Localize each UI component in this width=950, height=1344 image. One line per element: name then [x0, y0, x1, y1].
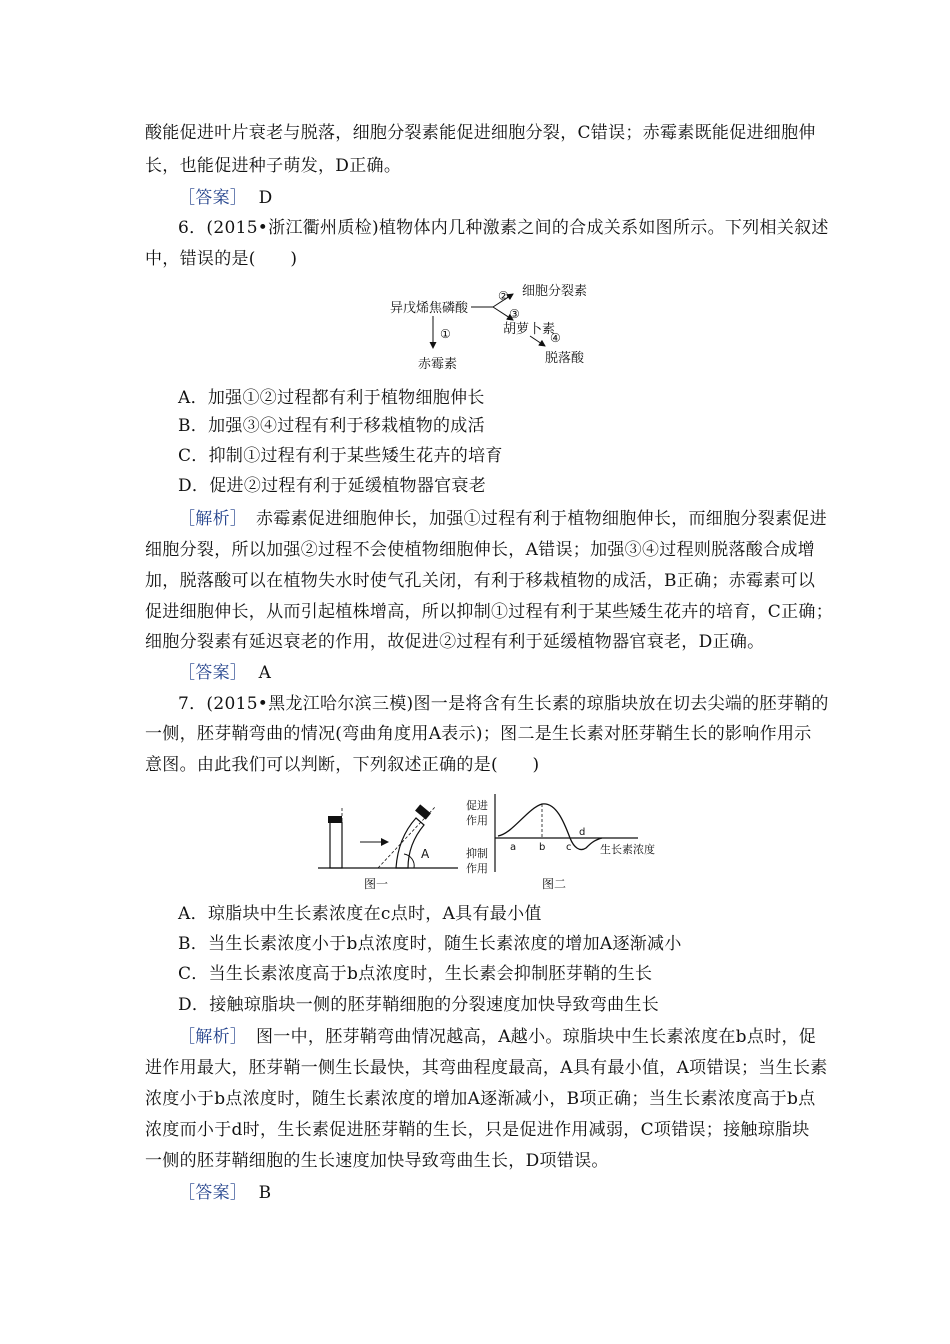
q6-option-d: D．促进②过程有利于延缓植物器官衰老 [178, 476, 487, 496]
q6-answer [178, 661, 271, 685]
q6-stem-2: 中，错误的是( ) [145, 249, 298, 269]
q7-answer [178, 1181, 271, 1205]
diagram-cytokinin-label: 细胞分裂素 [522, 284, 588, 299]
diagram-abscisic-label: 脱落酸 [545, 351, 585, 366]
fig2-y-bot-1: 抑制 [466, 847, 488, 860]
answer-tag: ［答案］ [178, 663, 248, 683]
diagram-source-label: 异戊烯焦磷酸 [390, 301, 469, 316]
answer-tag: ［答案］ [178, 188, 248, 208]
fig2-y-top-1: 促进 [466, 799, 488, 812]
diagram-num-2: ② [498, 289, 509, 303]
fig2-point-a: a [510, 842, 517, 853]
fig2-x-label: 生长素浓度 [600, 843, 655, 856]
answer-value: D [258, 188, 273, 208]
q7-stem-1: 7．(2015•黑龙江哈尔滨三模)图一是将含有生长素的琼脂块放在切去尖端的胚芽鞘的 [178, 694, 829, 714]
figure-two [462, 790, 677, 895]
figure-one [318, 788, 468, 898]
answer-value: A [258, 663, 272, 683]
fig1-agar-block-left [328, 816, 342, 823]
q6-option-a: A．加强①②过程都有利于植物细胞伸长 [178, 388, 485, 408]
q6-analysis-2: 细胞分裂，所以加强②过程不会使植物细胞伸长，A错误；加强③④过程则脱落酸合成增 [145, 540, 815, 560]
intro-line-1: 酸能促进叶片衰老与脱落，细胞分裂素能促进细胞分裂，C错误；赤霉素既能促进细胞伸 [145, 123, 816, 143]
q7-stem-3: 意图。由此我们可以判断，下列叙述正确的是( ) [145, 755, 540, 775]
fig2-y-bot-2: 作用 [466, 862, 488, 875]
q7-analysis-1 [178, 1025, 816, 1049]
q7-analysis-4: 浓度而小于d时，生长素促进胚芽鞘的生长，只是促进作用减弱，C项错误；接触琼脂块 [145, 1120, 810, 1140]
q6-analysis-3: 加，脱落酸可以在植物失水时使气孔关闭，有利于移栽植物的成活，B正确；赤霉素可以 [145, 571, 816, 591]
diagram-num-4: ④ [550, 331, 561, 345]
q6-option-c: C．抑制①过程有利于某些矮生花卉的培育 [178, 446, 503, 466]
q7-option-c: C．当生长素浓度高于b点浓度时，生长素会抑制胚芽鞘的生长 [178, 964, 653, 984]
diagram-arrow-4 [530, 336, 545, 346]
fig2-point-b: b [539, 842, 546, 853]
fig2-caption: 图二 [542, 877, 567, 891]
q7-analysis-2: 进作用最大，胚芽鞘一侧生长最快，其弯曲程度最高，A具有最小值，A项错误；当生长素 [145, 1058, 828, 1078]
q6-option-b: B．加强③④过程有利于移栽植物的成活 [178, 416, 485, 436]
analysis-tag: ［解析］ [178, 509, 239, 529]
analysis-text: 图一中，胚芽鞘弯曲情况越高，A越小。琼脂块中生长素浓度在b点时，促 [238, 1027, 817, 1047]
intro-answer [178, 186, 273, 210]
answer-value: B [258, 1183, 272, 1203]
diagram-num-3: ③ [509, 307, 520, 321]
hormone-synthesis-diagram [385, 280, 625, 375]
diagram-carotene-label: 胡萝卜素 [503, 322, 556, 337]
fig2-y-top-2: 作用 [466, 814, 488, 827]
fig1-angle-label: A [421, 847, 430, 861]
fig2-point-d: d [579, 827, 586, 838]
fig1-caption: 图一 [364, 877, 389, 891]
q7-option-b: B．当生长素浓度小于b点浓度时，随生长素浓度的增加A逐渐减小 [178, 934, 682, 954]
analysis-text: 赤霉素促进细胞伸长，加强①过程有利于植物细胞伸长，而细胞分裂素促进 [238, 509, 827, 529]
fig1-agar-block-right [415, 804, 431, 819]
answer-tag: ［答案］ [178, 1183, 248, 1203]
q7-analysis-3: 浓度小于b点浓度时，随生长素浓度的增加A逐渐减小，B项正确；当生长素浓度高于b点 [145, 1089, 816, 1109]
fig1-straight-coleoptile [330, 822, 342, 868]
intro-line-2: 长，也能促进种子萌发，D正确。 [145, 156, 402, 176]
fig1-bent-coleoptile [396, 818, 424, 868]
q6-stem-1: 6．(2015•浙江衢州质检)植物体内几种激素之间的合成关系如图所示。下列相关叙述 [178, 218, 829, 238]
q6-analysis-4: 促进细胞伸长，从而引起植株增高，所以抑制①过程有利于某些矮生花卉的培育，C正确； [145, 602, 834, 622]
analysis-tag: ［解析］ [178, 1027, 239, 1047]
q7-analysis-5: 一侧的胚芽鞘细胞的生长速度加快导致弯曲生长，D项错误。 [145, 1151, 609, 1171]
diagram-gibberellin-label: 赤霉素 [418, 357, 458, 372]
q7-option-a: A．琼脂块中生长素浓度在c点时，A具有最小值 [178, 904, 542, 924]
q7-stem-2: 一侧，胚芽鞘弯曲的情况(弯曲角度用A表示)；图二是生长素对胚芽鞘生长的影响作用示 [145, 724, 812, 744]
q7-option-d: D．接触琼脂块一侧的胚芽鞘细胞的分裂速度加快导致弯曲生长 [178, 995, 660, 1015]
fig1-angle-arc [404, 854, 414, 868]
q6-analysis-1 [178, 507, 827, 531]
fig2-point-c: c [566, 842, 572, 853]
q6-analysis-5: 细胞分裂素有延迟衰老的作用，故促进②过程有利于延缓植物器官衰老，D正确。 [145, 632, 765, 652]
diagram-num-1: ① [440, 327, 451, 341]
